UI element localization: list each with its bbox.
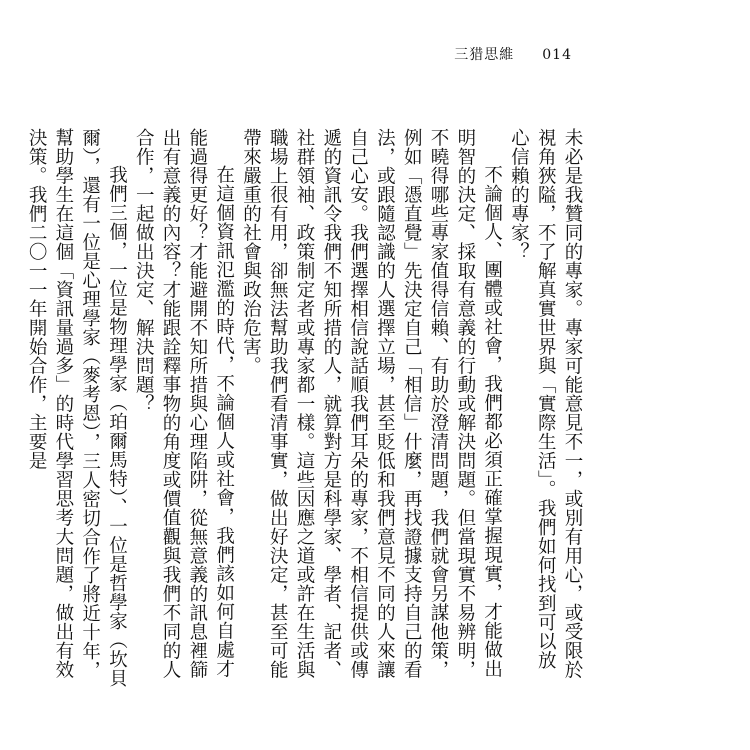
page-number: 014 <box>542 47 572 63</box>
paragraph-4: 我們三個，一位是物理學家（珀爾馬特）、一位是哲學家（坎貝爾），還有一位是心理學家（麥考恩），三人密切合作了將近十年，幫助學生在這個「資訊量過多」的時代學習思考大問題，做出有效決策。我們二〇一一年開始合作，主要是 <box>26 128 128 688</box>
running-header <box>454 44 572 64</box>
paragraph-2: 不論個人、團體或社會，我們都必須正確掌握現實，才能做出明智的決定、採取有意義的行動或解決問題。但當現實不易辨明，不曉得哪些專家值得信賴、有助於澄清問題，我們就會另謀他策，例如「憑直覺」先決定自己「相信」什麼，再找證據支持自己的看法，或跟隨認識的人選擇立場，甚至貶低和我們意見不同的人來讓自己心安。我們選擇相信說話順我們耳朵的專家，不相信提供或傳遞的資訊令我們不知所措的人，就算對方是科學家、學者、記者、社群領袖、政策制定者或專家都一樣。這些因應之道或許在生活與職場上很有用，卻無法幫助我們看清事實，做出好決定，甚至可能帶來嚴重的社會與政治危害。 <box>240 128 503 679</box>
paragraph-3: 在這個資訊氾濫的時代，不論個人或社會，我們該如何自處才能過得更好？才能避開不知所措與心理陷阱，從無意義的訊息裡篩出有意義的內容？才能跟詮釋事物的角度或價值觀與我們不同的人合作，一起做出決定、解決問題？ <box>133 128 235 679</box>
body-text <box>26 128 585 688</box>
paragraph-1: 未必是我贊同的專家。專家可能意見不一，或別有用心，或受限於視角狹隘，不了解真實世界與「實際生活」。我們如何找到可以放心信賴的專家？ <box>508 128 583 679</box>
book-title: 三猎思維 <box>454 47 515 63</box>
